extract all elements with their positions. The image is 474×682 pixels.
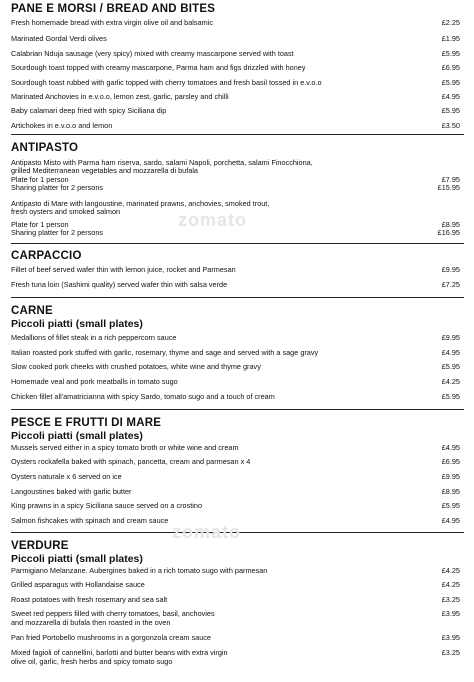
divider <box>11 243 464 244</box>
item-price: £8.95 <box>441 220 460 229</box>
item-price: £8.95 <box>441 487 460 496</box>
item-price: £3.25 <box>441 648 460 657</box>
item-price: £9.95 <box>441 265 460 274</box>
item-price: £1.95 <box>441 34 460 43</box>
divider <box>11 134 464 135</box>
section-title-bread: PANE E MORSI / BREAD AND BITES <box>11 3 216 15</box>
watermark: zomato <box>178 210 247 230</box>
section-title-pesce: PESCE E FRUTTI DI MARE <box>11 417 162 429</box>
item-price: £4.95 <box>441 348 460 357</box>
item-price: £7.25 <box>441 280 460 289</box>
item-price: £4.25 <box>441 580 460 589</box>
item-price: £3.50 <box>441 121 460 130</box>
item-price: £5.95 <box>441 362 460 371</box>
section-title-antipasto: ANTIPASTO <box>11 142 79 154</box>
item-price: £3.95 <box>441 633 460 642</box>
section-subtitle: Piccoli piatti (small plates) <box>11 553 143 565</box>
item-price: £4.95 <box>441 516 460 525</box>
item-price: £3.25 <box>441 595 460 604</box>
item-price: £4.25 <box>441 377 460 386</box>
watermark: zomato <box>172 522 241 542</box>
item-price: £6.95 <box>441 457 460 466</box>
divider <box>11 409 464 410</box>
section-title-carne: CARNE <box>11 305 53 317</box>
item-price: £4.95 <box>441 92 460 101</box>
section-title-verdure: VERDURE <box>11 540 69 552</box>
menu-page: PANE E MORSI / BREAD AND BITES Fresh homemade bread with extra virgin olive oil and balsamic £2.25 Marinated Gordal Verdi olives £1.95 Calabrian Nduja sausage (very spicy) mixed with creamy mascarpone served with toast £5.95 Sourdough toast topped with creamy mascarpone, Parma ham and figs drizzled with honey £6.95 Sourdough toast rubbed with garlic topped with cherry tomatoes and fresh basil tossed in e.v.o.o £5.95 Marinated Anchovies in e.v.o.o, lemon zest, garlic, parsley and chilli £4.95 Baby calamari deep fried with spicy Siciliana dip £5.95 Artichokes in e.v.o.o and lemon £3.50 ANTIPASTO Antipasto Misto with Parma ham riserva, sardo, salami Napoli, porchetta, salami Finocchiona, grilled Mediterranean vegetables and mozzarella di bufala Plate for 1 person £7.95 Sharing platter for 2 persons £15.95 Antipasto di Mare with langoustine, marinated prawns, anchovies, smoked trout, fresh oysters and smoked salmon Plate for 1 person £8.95 Sharing platter for 2 persons £16.95 CARPACCIO Fillet of beef served wafer thin with lemon juice, rocket and Parmesan £9.95 Fresh tuna loin (Sashimi quality) served wafer thin with salsa verde £7.25 CARNE Piccoli piatti (small plates) Medallions of fillet steak in a rich peppercorn sauce £9.95 Italian roasted pork stuffed with garlic, rosemary, thyme and sage and served with a sage gravy £4.95 Slow cooked pork cheeks with crushed potatoes, white wine and thyme gravy £5.95 Homemade veal and pork meatballs in tomato sugo £4.25 Chicken fillet all'amatricianna with spicy Sardo, tomato sugo and a touch of cream £5.95 PESCE E FRUTTI DI MARE Piccoli piatti (small plates) Mussels served either in a spicy tomato broth or white wine and cream £4.95 Oysters rockafella baked with spinach, pancetta, cream and parmesan x 4 £6.95 Oysters naturale x 6 served on ice £9.95 Langoustines baked with garlic butter £8.95 King prawns in a spicy Siciliana sauce served on a crostino £5.95 Salmon fishcakes with spinach and cream sauce £4.95 VERDURE Piccoli piatti (small plates) Parmigiano Melanzane. Aubergines baked in a rich tomato sugo with parmesan £4.25 Grilled asparagus with Hollandaise sauce £4.25 Roast potatoes with fresh rosemary and sea salt £3.25 Sweet red peppers filled with cherry tomatoes, basil, anchovies £3.95 and mozzarella di bufala then roasted in the oven Pan fried Portobello mushrooms in a gorgonzola cream sauce £3.95 Mixed fagioli of cannellini, barlotti and butter beans with extra virgin £3.25 olive oil, garlic, fresh herbs and spicy tomato sugo zomato zomato <box>0 0 474 682</box>
section-subtitle: Piccoli piatti (small plates) <box>11 430 143 442</box>
section-title-carpaccio: CARPACCIO <box>11 250 82 262</box>
item-price: £5.95 <box>441 392 460 401</box>
item-price: £16.95 <box>437 228 460 237</box>
item-price: £5.95 <box>441 106 460 115</box>
item-price: £4.95 <box>441 443 460 452</box>
section-subtitle: Piccoli piatti (small plates) <box>11 318 143 330</box>
item-price: £5.95 <box>441 49 460 58</box>
item-price: £5.95 <box>441 78 460 87</box>
item-price: £6.95 <box>441 63 460 72</box>
item-price: £9.95 <box>441 472 460 481</box>
divider <box>11 297 464 298</box>
item-price: £9.95 <box>441 333 460 342</box>
item-price: £3.95 <box>441 609 460 618</box>
item-price: £7.95 <box>441 175 460 184</box>
item-price: £15.95 <box>437 183 460 192</box>
item-price: £2.25 <box>441 18 460 27</box>
item-price: £4.25 <box>441 566 460 575</box>
item-price: £5.95 <box>441 501 460 510</box>
